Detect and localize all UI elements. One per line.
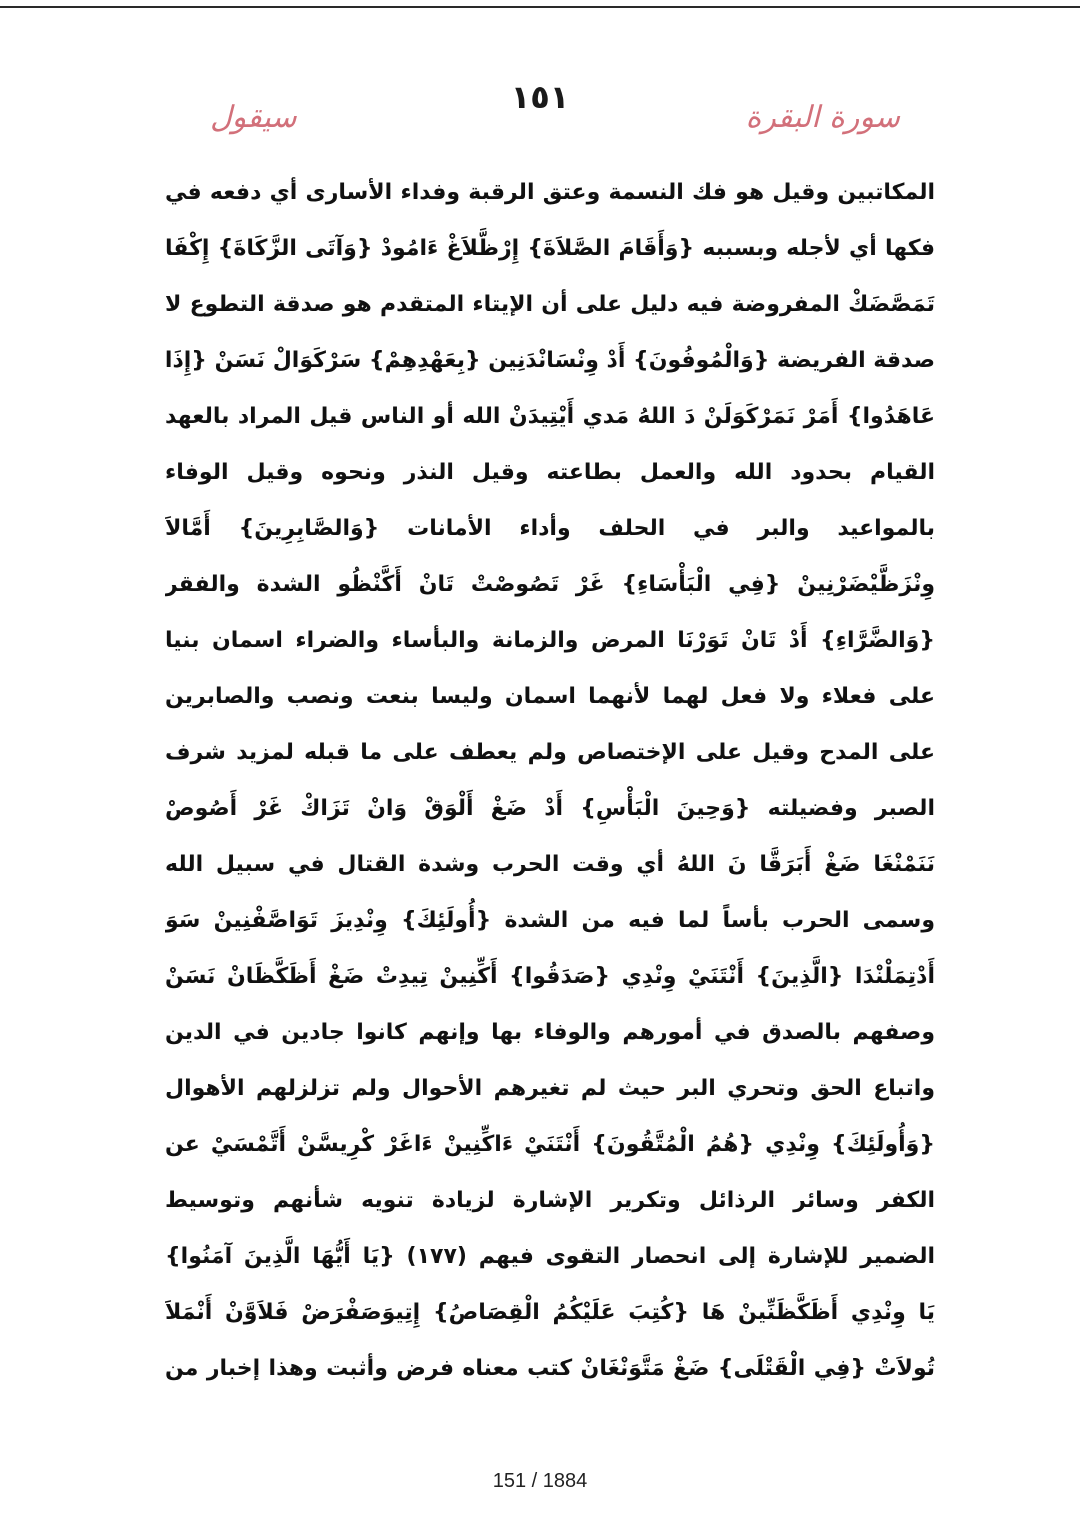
text-line: تُولاَتْ {فِي الْقَتْلَى} ضَغْ مَتَّوَنْغَانْ كتب معناه فرض وأثبت وهذا إخبار من xyxy=(165,1356,935,1381)
text-line: وسمى الحرب بأساً لما فيه من الشدة {أُولَئِكَ} وِنْدِيزَ تَوَاصَّفْنِينْ سَوَ xyxy=(165,908,935,933)
text-line: الصبر وفضيلته {وَحِينَ الْبَأْسِ} أَدْ ضَغْ أَلْوَقْ وَانْ تَزَاكْ غَرْ أَصُوصْ xyxy=(165,796,935,821)
page-number: ١٥١ xyxy=(510,78,570,116)
text-line: القيام بحدود الله والعمل بطاعته وقيل النذر ونحوه وقيل الوفاء xyxy=(165,460,935,485)
text-line: بالمواعيد والبر في الحلف وأداء الأمانات {وَالصَّابِرِينَ} أَمَّالاَ xyxy=(165,516,935,541)
text-line: وِنْزَظَّيْضَرْنِينْ {فِي الْبَأْسَاءِ} غَرْ تَصُوصْتْ تَانْ أَكَّنْظُو الشدة والفقر xyxy=(165,572,935,597)
text-line: على المدح وقيل على الإختصاص ولم يعطف على ما قبله لمزيد شرف xyxy=(165,740,935,765)
top-border-line xyxy=(0,6,1080,8)
text-line: الضمير للإشارة إلى انحصار التقوى فيهم (١٧٧) {يَا أَيُّهَا الَّذِينَ آمَنُوا} xyxy=(165,1244,935,1269)
text-line: تَمَصَّضَكْ المفروضة فيه دليل على أن الإيتاء المتقدم هو صدقة التطوع لا xyxy=(165,292,935,317)
text-line: أَدْتِمَلْنْدَا {الَّذِينَ} أَنْتَنَيْ وِنْدِي {صَدَقُوا} أَكِّنِينْ تِيدِتْ ضَغْ أَظَكَّظَانْ نَسَنْ xyxy=(165,964,935,989)
text-line: نَنَمْنْغَا ضَغْ أَبَرَقَّا نَ اللهُ أي وقت الحرب وشدة القتال في سبيل الله xyxy=(165,852,935,877)
text-line: عَاهَدُوا} أَمَرْ نَمَرْكَوَلَنْ دَ اللهُ مَدي أَيْتِيدَنْ الله أو الناس قيل المراد بالعهد xyxy=(165,404,935,429)
text-line: على فعلاء ولا فعل لهما لأنهما اسمان وليسا بنعت ونصب والصابرين xyxy=(165,684,935,709)
text-line: {وَأُولَئِكَ} وِنْدِي {هُمُ الْمُتَّقُونَ} أَنْتَنَيْ ءَاكِّنِينْ ءَاغَرْ كْرِيسَّنْ أَتَّمْسَيْ عن xyxy=(165,1132,935,1157)
text-line: الكفر وسائر الرذائل وتكرير الإشارة لزيادة تنويه شأنهم وتوسيط xyxy=(165,1188,935,1213)
text-line: يَا وِنْدِي أَظَكَّظَنِّينْ هَا {كُتِبَ عَلَيْكُمُ الْقِصَاصُ} إِتِيوَصَفْرَضْ فَلاَوَّنْ أَنْمَلاَ xyxy=(165,1300,935,1325)
text-line: {وَالضَّرَّاءِ} أَدْ تَانْ تَوَرْنَا المرض والزمانة والبأساء والضراء اسمان بنيا xyxy=(165,628,935,653)
text-line: المكاتبين وقيل هو فك النسمة وعتق الرقبة وفداء الأسارى أي دفعه في xyxy=(165,180,935,205)
juz-name-annotation: سيقول xyxy=(210,100,297,135)
surah-name-annotation: سورة البقرة xyxy=(745,100,900,135)
text-line: واتباع الحق وتحري البر حيث لم تغيرهم الأحوال ولم تزلزلهم الأهوال xyxy=(165,1076,935,1101)
page-indicator: 151 / 1884 xyxy=(492,1470,588,1492)
body-text xyxy=(165,165,935,1397)
text-line: فكها أي لأجله وبسببه {وَأَقَامَ الصَّلاَةَ} إِرْظَّلاَغْ ءَامُودْ {وَآتَى الزَّكَاةَ} إِكْفَا xyxy=(165,236,935,261)
text-line: صدقة الفريضة {وَالْمُوفُونَ} أَدْ وِنْسَانْدَنِين {بِعَهْدِهِمْ} سَرْكَوَالْ نَسَنْ {إِذَا xyxy=(165,348,935,373)
text-line: وصفهم بالصدق في أمورهم والوفاء بها وإنهم كانوا جادين في الدين xyxy=(165,1020,935,1045)
